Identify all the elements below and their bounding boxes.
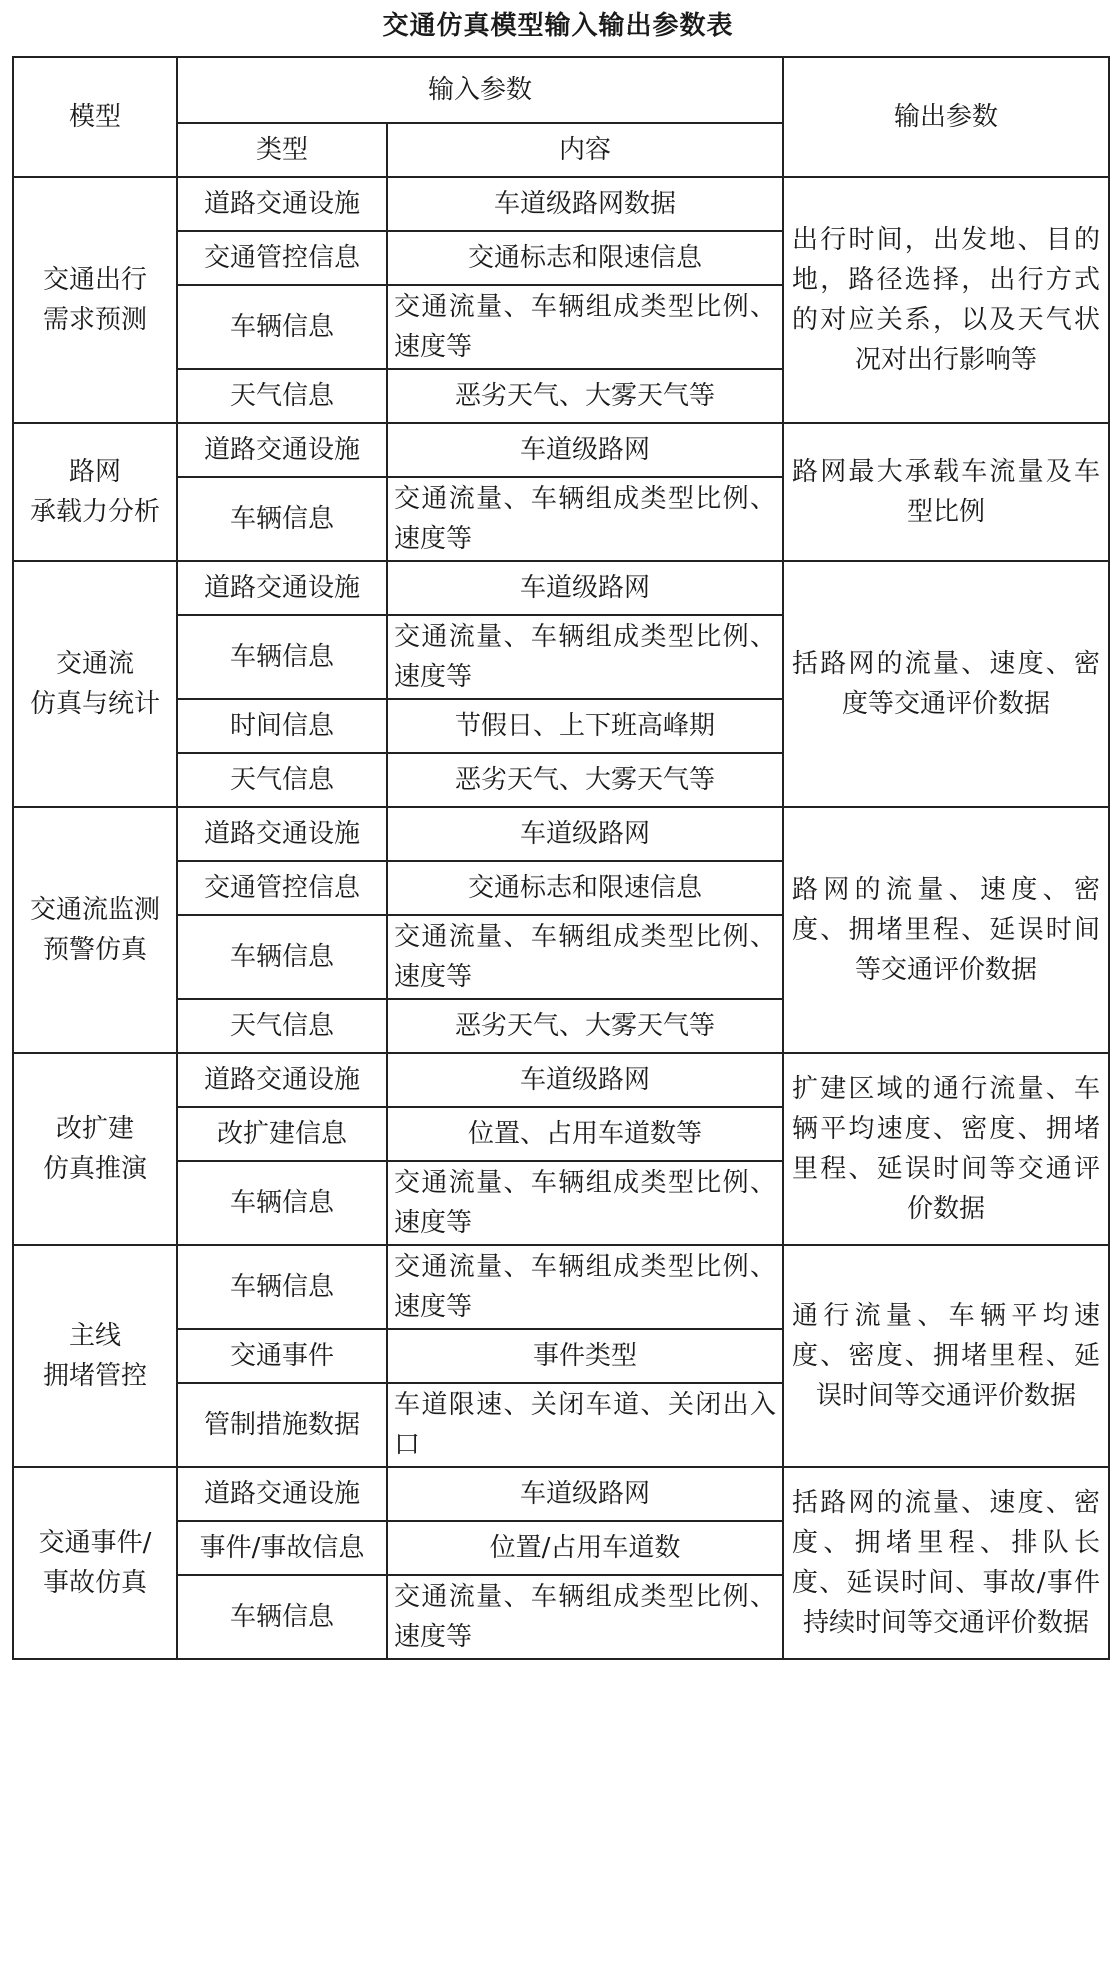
- input-content-cell: 位置、占用车道数等: [387, 1107, 783, 1161]
- input-content-cell: 恶劣天气、大雾天气等: [387, 999, 783, 1053]
- header-input: 输入参数: [177, 57, 783, 123]
- input-type-cell: 交通管控信息: [177, 861, 387, 915]
- input-type-cell: 车辆信息: [177, 1575, 387, 1659]
- model-cell: 交通出行 需求预测: [13, 177, 177, 423]
- table-row: [13, 1053, 1109, 1107]
- output-cell: 括路网的流量、速度、密度、拥堵里程、排队长度、延误时间、事故/事件持续时间等交通评价数据: [783, 1467, 1109, 1659]
- input-type-cell: 车辆信息: [177, 615, 387, 699]
- output-cell: 扩建区域的通行流量、车辆平均速度、密度、拥堵里程、延误时间等交通评价数据: [783, 1053, 1109, 1245]
- header-output: 输出参数: [783, 57, 1109, 177]
- input-content-cell: 交通流量、车辆组成类型比例、速度等: [387, 615, 783, 699]
- input-type-cell: 管制措施数据: [177, 1383, 387, 1467]
- model-cell: 交通流 仿真与统计: [13, 561, 177, 807]
- input-type-cell: 道路交通设施: [177, 423, 387, 477]
- input-content-cell: 交通流量、车辆组成类型比例、速度等: [387, 285, 783, 369]
- table-row: [13, 561, 1109, 615]
- table-row: [13, 177, 1109, 231]
- input-type-cell: 道路交通设施: [177, 177, 387, 231]
- input-content-cell: 车道级路网: [387, 561, 783, 615]
- model-cell: 路网 承载力分析: [13, 423, 177, 561]
- input-content-cell: 车道级路网: [387, 423, 783, 477]
- input-type-cell: 改扩建信息: [177, 1107, 387, 1161]
- model-cell: 交通事件/ 事故仿真: [13, 1467, 177, 1659]
- output-cell: 括路网的流量、速度、密度等交通评价数据: [783, 561, 1109, 807]
- input-content-cell: 事件类型: [387, 1329, 783, 1383]
- input-type-cell: 车辆信息: [177, 285, 387, 369]
- input-content-cell: 车道限速、关闭车道、关闭出入口: [387, 1383, 783, 1467]
- input-content-cell: 交通标志和限速信息: [387, 231, 783, 285]
- parameter-table: [12, 56, 1110, 1660]
- header-row: [13, 57, 1109, 123]
- input-content-cell: 车道级路网数据: [387, 177, 783, 231]
- table-row: [13, 1467, 1109, 1521]
- input-type-cell: 道路交通设施: [177, 1053, 387, 1107]
- model-cell: 改扩建 仿真推演: [13, 1053, 177, 1245]
- input-content-cell: 位置/占用车道数: [387, 1521, 783, 1575]
- input-content-cell: 交通标志和限速信息: [387, 861, 783, 915]
- input-type-cell: 道路交通设施: [177, 561, 387, 615]
- header-type: 类型: [177, 123, 387, 177]
- table-row: [13, 423, 1109, 477]
- input-content-cell: 交通流量、车辆组成类型比例、速度等: [387, 915, 783, 999]
- input-content-cell: 交通流量、车辆组成类型比例、速度等: [387, 1575, 783, 1659]
- input-type-cell: 天气信息: [177, 753, 387, 807]
- input-type-cell: 天气信息: [177, 369, 387, 423]
- output-cell: 通行流量、车辆平均速度、密度、拥堵里程、延误时间等交通评价数据: [783, 1245, 1109, 1467]
- input-type-cell: 交通事件: [177, 1329, 387, 1383]
- input-type-cell: 时间信息: [177, 699, 387, 753]
- input-content-cell: 节假日、上下班高峰期: [387, 699, 783, 753]
- input-type-cell: 车辆信息: [177, 915, 387, 999]
- model-cell: 交通流监测 预警仿真: [13, 807, 177, 1053]
- table-title: 交通仿真模型输入输出参数表: [382, 11, 734, 41]
- input-type-cell: 车辆信息: [177, 1245, 387, 1329]
- input-type-cell: 道路交通设施: [177, 1467, 387, 1521]
- input-content-cell: 交通流量、车辆组成类型比例、速度等: [387, 477, 783, 561]
- input-type-cell: 车辆信息: [177, 1161, 387, 1245]
- output-cell: 路网的流量、速度、密度、拥堵里程、延误时间等交通评价数据: [783, 807, 1109, 1053]
- input-content-cell: 恶劣天气、大雾天气等: [387, 753, 783, 807]
- input-content-cell: 交通流量、车辆组成类型比例、速度等: [387, 1161, 783, 1245]
- input-type-cell: 车辆信息: [177, 477, 387, 561]
- header-content: 内容: [387, 123, 783, 177]
- input-type-cell: 道路交通设施: [177, 807, 387, 861]
- table-row: [13, 807, 1109, 861]
- input-content-cell: 车道级路网: [387, 1467, 783, 1521]
- header-model: 模型: [13, 57, 177, 177]
- input-content-cell: 车道级路网: [387, 807, 783, 861]
- input-content-cell: 恶劣天气、大雾天气等: [387, 369, 783, 423]
- output-cell: 路网最大承载车流量及车型比例: [783, 423, 1109, 561]
- model-cell: 主线 拥堵管控: [13, 1245, 177, 1467]
- input-type-cell: 交通管控信息: [177, 231, 387, 285]
- output-cell: 出行时间，出发地、目的地，路径选择，出行方式的对应关系，以及天气状况对出行影响等: [783, 177, 1109, 423]
- input-type-cell: 事件/事故信息: [177, 1521, 387, 1575]
- table-row: [13, 1245, 1109, 1329]
- input-content-cell: 车道级路网: [387, 1053, 783, 1107]
- input-content-cell: 交通流量、车辆组成类型比例、速度等: [387, 1245, 783, 1329]
- input-type-cell: 天气信息: [177, 999, 387, 1053]
